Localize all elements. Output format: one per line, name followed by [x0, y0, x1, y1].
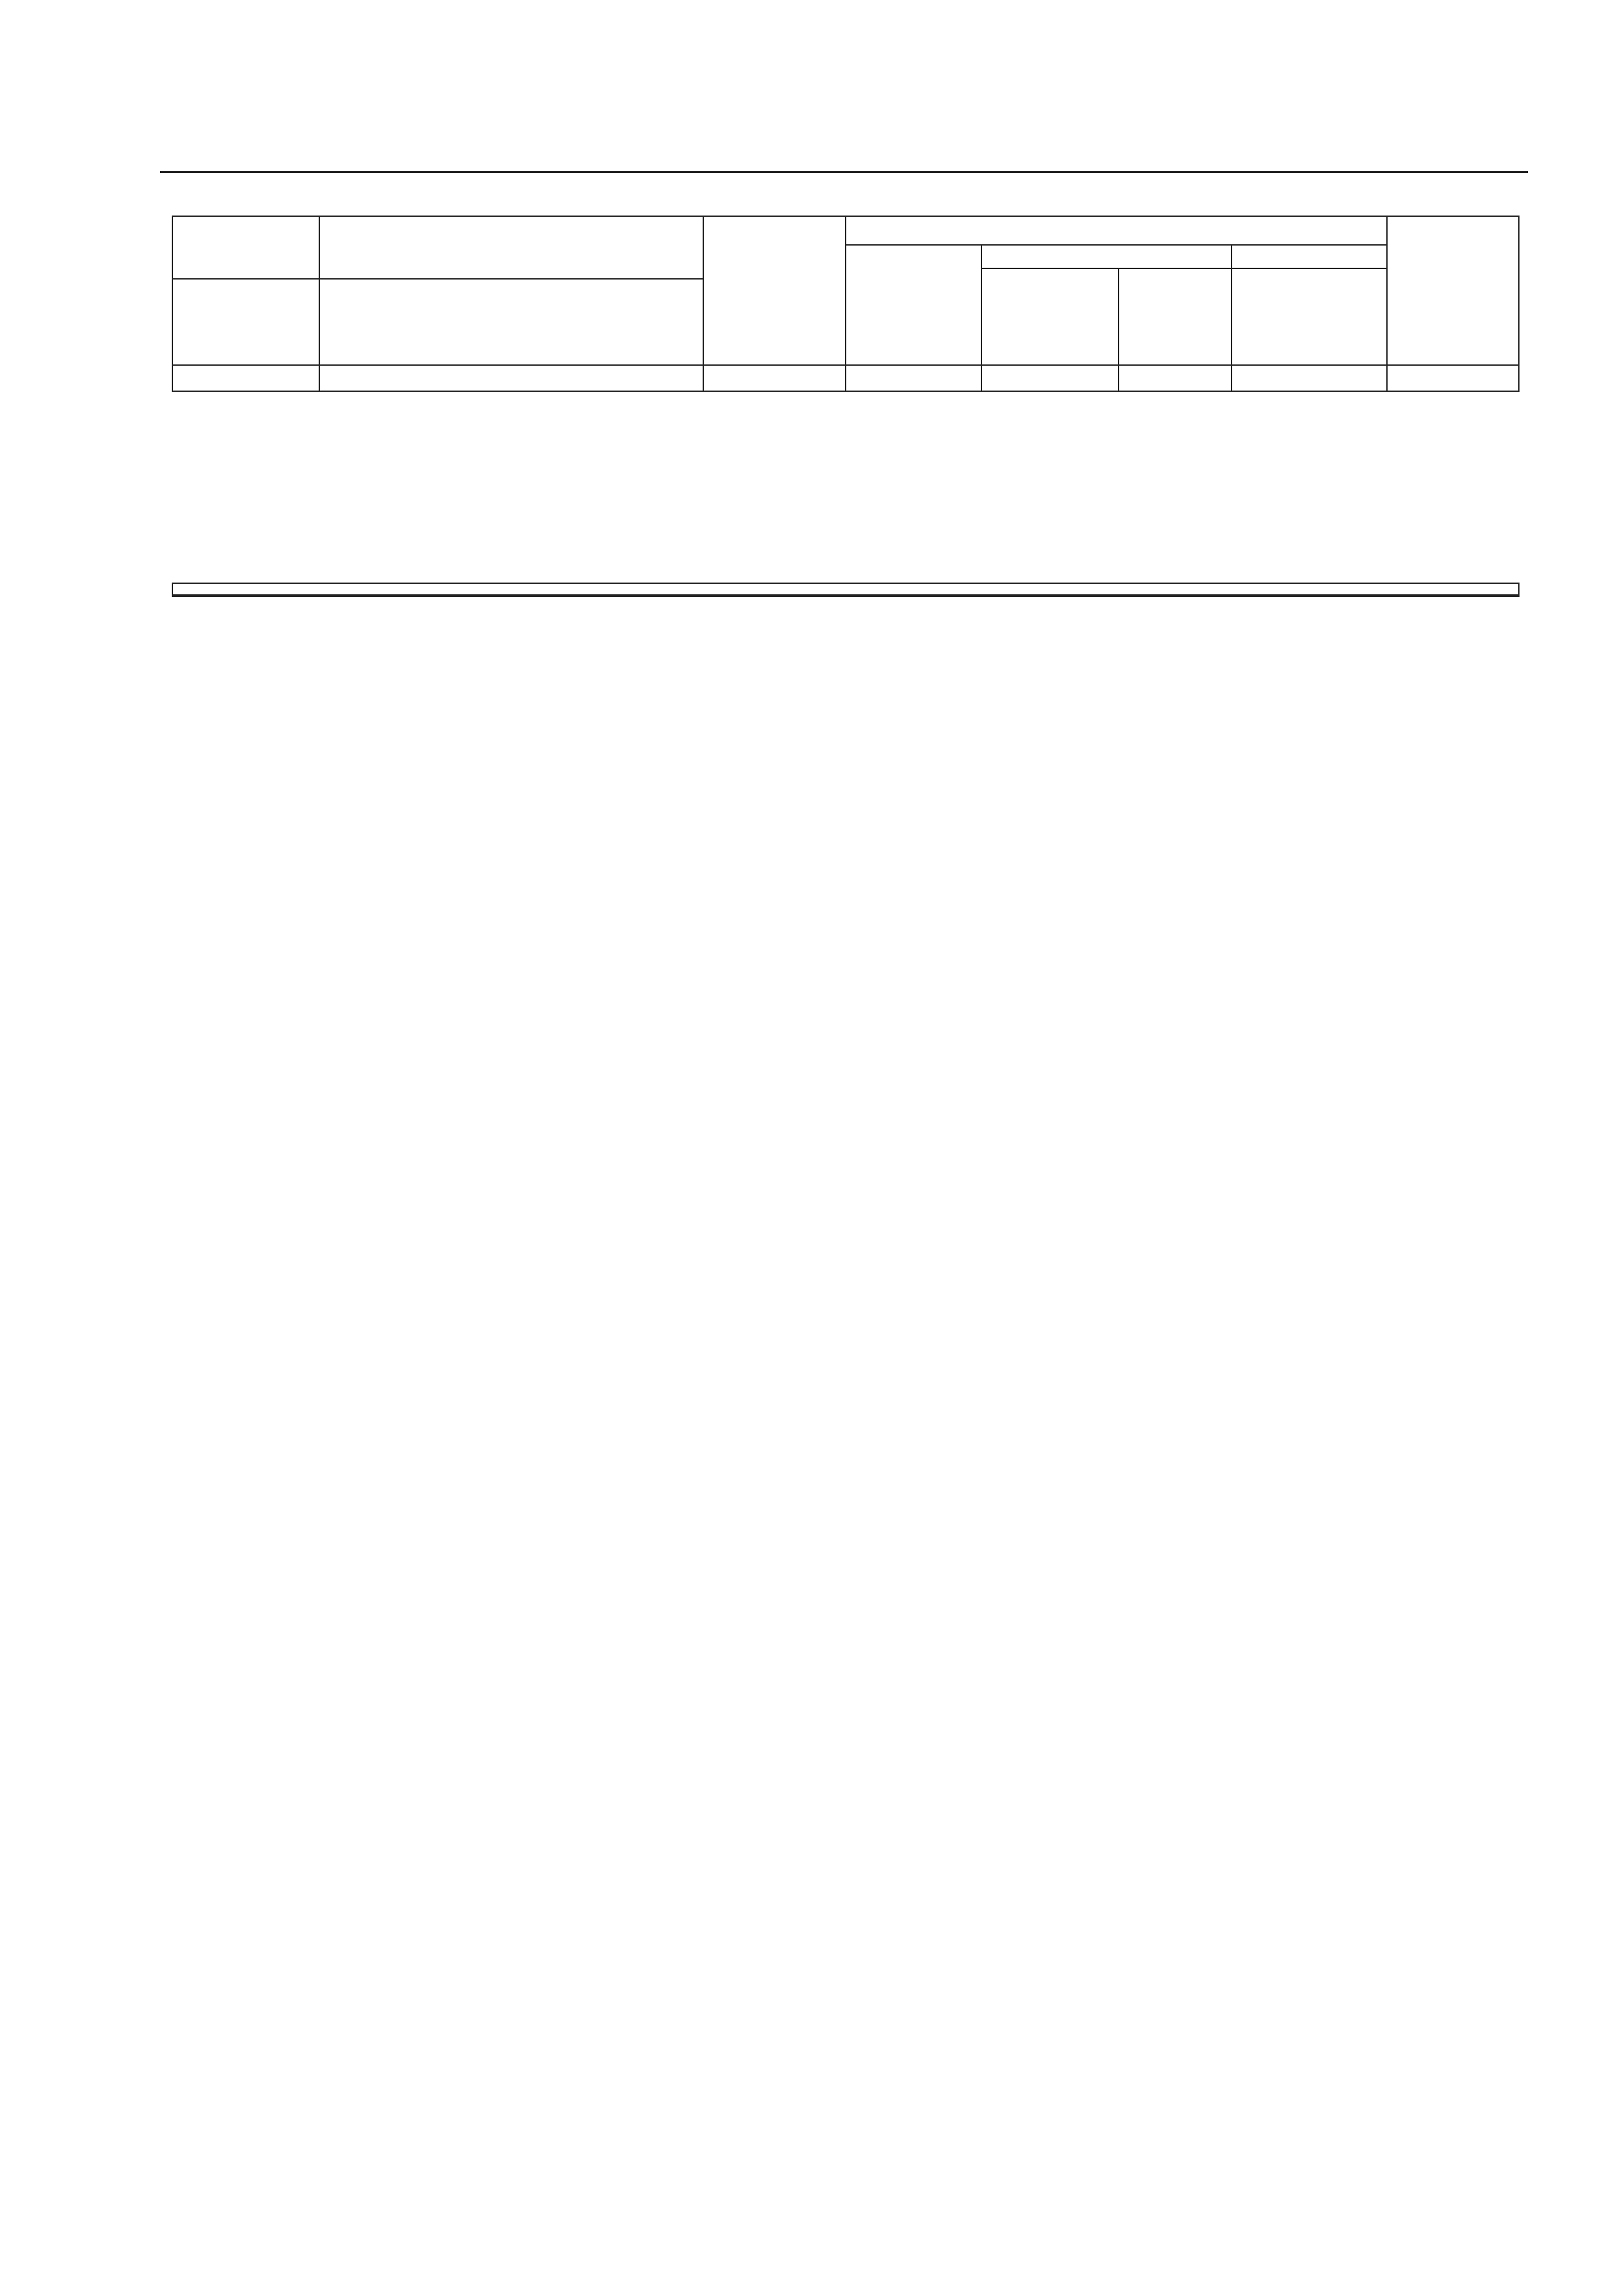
header-numbers: [172, 216, 319, 279]
header-materials: [1232, 245, 1387, 268]
column-header-table: [172, 216, 1520, 392]
header-codes: [172, 279, 319, 365]
header-wages: [846, 245, 981, 365]
header-consumption: [1232, 268, 1387, 365]
header-incl: [846, 216, 1387, 245]
header-total: [981, 268, 1119, 365]
col-num-2: [319, 365, 703, 391]
header-direct: [703, 216, 846, 365]
header-name: [319, 216, 703, 279]
col-num-1: [172, 365, 319, 391]
col-num-8: [1387, 365, 1519, 391]
header-rule: [160, 171, 1528, 173]
col-num-3: [703, 365, 846, 391]
col-num-4: [846, 365, 981, 391]
header-name2: [319, 279, 703, 365]
header-machines: [981, 245, 1232, 268]
col-num-7: [1232, 365, 1387, 391]
col-num-5: [981, 365, 1119, 391]
rate-table-01-01-131: [172, 583, 1520, 597]
col-num-6: [1119, 365, 1232, 391]
table-title: [172, 583, 1519, 595]
header-labor: [1387, 216, 1519, 365]
measure-line: [172, 595, 1519, 596]
header-machwages: [1119, 268, 1232, 365]
